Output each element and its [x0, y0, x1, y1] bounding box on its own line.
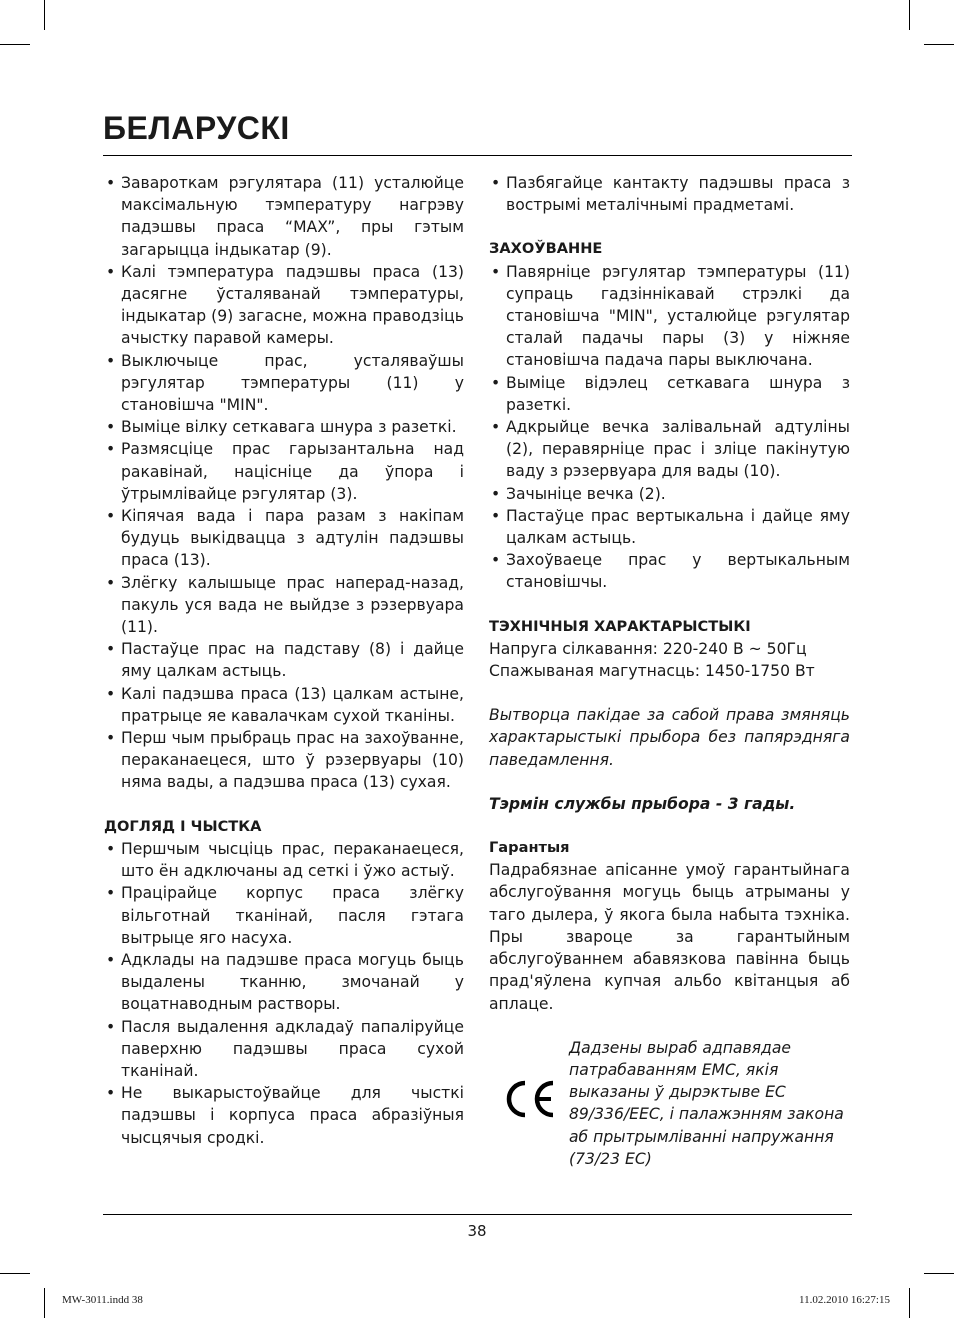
list-item: • Калі тэмпература падэшвы праса (13) дасягне ўсталяванай тэмпературы, індыкатар (9) загасне, можна праводзіць ачыстку паравой камеры. [104, 261, 464, 350]
list-item: • Выключыце прас, усталяваўшы рэгулятар тэмпературы (11) у становішча "MIN". [104, 350, 464, 417]
crop-mark [924, 44, 954, 45]
precaution-list [489, 172, 850, 216]
list-item: • Пасля выдалення адкладаў папаліруйце паверхню падэшвы праса сухой тканінай. [104, 1016, 464, 1083]
list-item: • Калі падэшва праса (13) цалкам астыне, пратрыце яе кавалачкам сухой тканіны. [104, 683, 464, 727]
list-item: • Выміце відэлец сеткавага шнура з разеткі. [489, 372, 850, 416]
specs-heading: ТЭХНІЧНЫЯ ХАРАКТАРЫСТЫКІ [489, 617, 751, 635]
right-column [489, 172, 850, 1169]
crop-mark [44, 1288, 45, 1318]
ce-mark-icon [503, 1077, 559, 1121]
crop-mark [0, 44, 30, 45]
power-spec: Спажываная магутнасць: 1450-1750 Вт [489, 662, 815, 681]
voltage-spec: Напруга сілкавання: 220-240 В ~ 50Гц [489, 639, 807, 658]
care-heading: ДОГЛЯД І ЧЫСТКА [104, 817, 262, 835]
list-item: • Размясціце прас гарызантальна над ракавінай, націсніце да ўпора і ўтрымлівайце рэгулятар (3). [104, 438, 464, 505]
crop-mark [909, 0, 910, 30]
list-item: • Павярніце рэгулятар тэмпературы (11) супраць гадзіннікавай стрэлкі да становішча "MIN", усталюйце рэгулятар сталай падачы пары (3) у ніжняе становішча падача пары выключана. [489, 261, 850, 372]
list-item: • Пастаўце прас на падставу (8) і дайце яму цалкам астыць. [104, 638, 464, 682]
care-list [104, 838, 464, 1149]
header-rule [103, 155, 852, 156]
list-item: • Не выкарыстоўвайце для чысткі падэшвы і корпуса праса абразіўныя чысцячыя сродкі. [104, 1082, 464, 1149]
print-timestamp: 11.02.2010 16:27:15 [799, 1294, 890, 1306]
warranty-heading: Гарантыя [489, 839, 570, 857]
ce-compliance [489, 1037, 850, 1169]
list-item: • Злёгку калышыце прас наперад-назад, пакуль уся вада не выйдзе з рэзервуара (11). [104, 572, 464, 639]
list-item: • Перш чым прыбраць прас на захоўванне, пераканаецеся, што ў рэзервуары (10) няма вады, а падэшва праса (13) сухая. [104, 727, 464, 794]
ce-statement: Дадзены выраб адпавядае патрабаванням EMC, якія выказаны ў дырэктыве ЕС 89/336/EEC, і палажэнням закона аб прытрымліванні напружання (73/23 EC) [569, 1038, 844, 1168]
print-file-info: MW-3011.indd 38 [62, 1294, 143, 1306]
list-item: • Адкрыйце вечка залівальнай адтуліны (2), перавярніце прас і зліце пакінутую ваду з рэзервуара для вады (10). [489, 416, 850, 483]
storage-list [489, 261, 850, 594]
crop-mark [924, 1273, 954, 1274]
list-item: • Працірайце корпус праса злёгку вільготнай тканінай, пасля гэтага вытрыце яго насуха. [104, 882, 464, 949]
list-item: • Зачыніце вечка (2). [489, 483, 850, 505]
warranty-text: Падрабязнае апісанне умоў гарантыйнага абслугоўвання могуць быць атрыманы у таго дылера, ў якога была набыта тэхніка. Пры звароце за гарантыйным абслугоўваннем абавязкова павінна быць прад'яўлена купчая альбо квітанцыя аб аплаце. [489, 861, 850, 1013]
list-item: • Пастаўце прас вертыкальна і дайце яму цалкам астыць. [489, 505, 850, 549]
crop-mark [909, 1288, 910, 1318]
list-item: • Кіпячая вада і пара разам з накіпам будуць выкідвацца з адтулін падэшвы праса (13). [104, 505, 464, 572]
list-item: • Пазбягайце кантакту падэшвы праса з вострымі металічнымі прадметамі. [489, 172, 850, 216]
list-item: • Першчым чысціць прас, пераканаецеся, што ён адключаны ад сеткі і ўжо астыў. [104, 838, 464, 882]
list-item: • Завароткам рэгулятара (11) усталюйце максімальную тэмпературу нагрэву падэшвы праса “MAX”, пры гэтым загарыцца індыкатар (9). [104, 172, 464, 261]
steam-cleaning-list [104, 172, 464, 794]
crop-mark [44, 0, 45, 30]
crop-mark [0, 1273, 30, 1274]
storage-heading: ЗАХОЎВАННЕ [489, 240, 603, 258]
change-notice: Вытворца пакідае за сабой права змяняць характарыстыкі прыбора без папярэдняга паведамлення. [489, 706, 850, 769]
list-item: • Захоўваеце прас у вертыкальным становішчы. [489, 549, 850, 593]
page-number: 38 [467, 1222, 487, 1240]
page-title: БЕЛАРУСКІ [103, 110, 290, 146]
footer-rule [103, 1214, 852, 1215]
list-item: • Адклады на падэшве праса могуць быць выдалены тканню, змочанай у воцатнаводным растворы. [104, 949, 464, 1016]
left-column [104, 172, 464, 1149]
service-life: Тэрмін службы прыбора - 3 гады. [489, 794, 796, 813]
list-item: • Выміце вілку сеткавага шнура з разеткі. [104, 416, 464, 438]
